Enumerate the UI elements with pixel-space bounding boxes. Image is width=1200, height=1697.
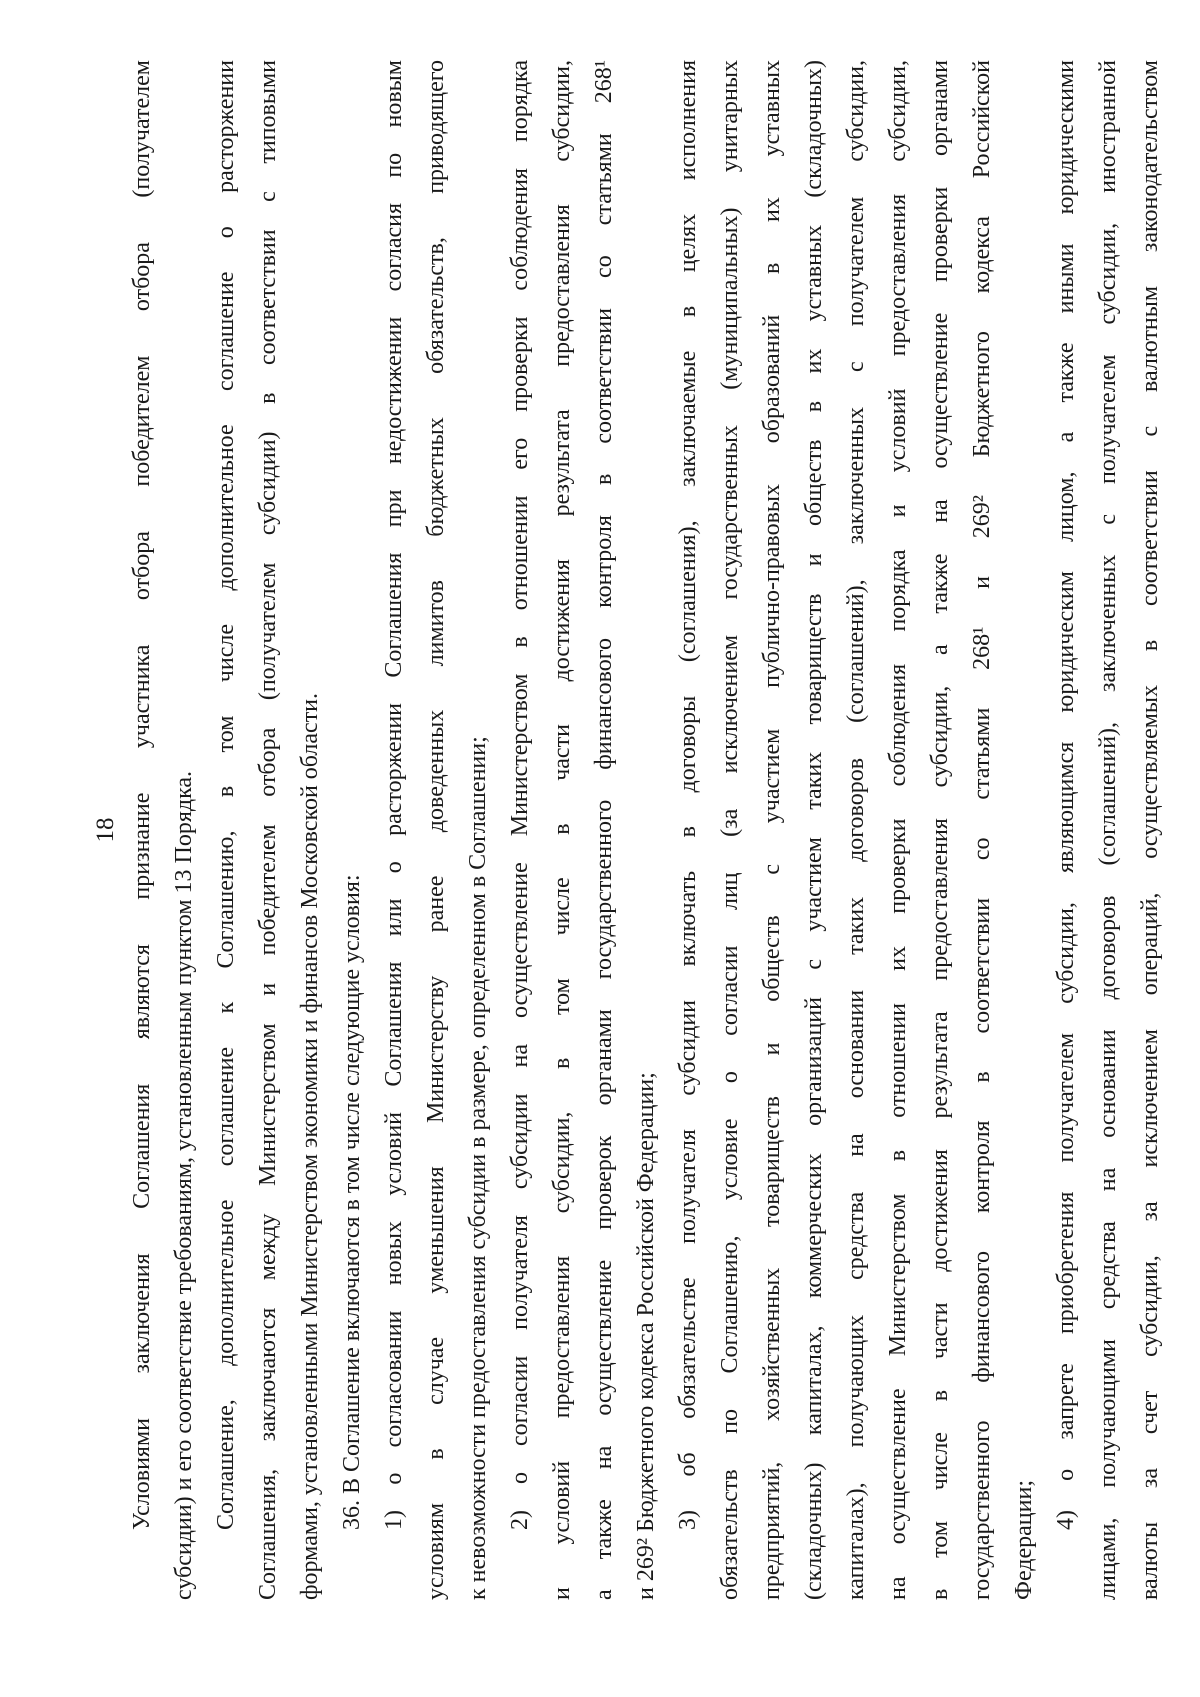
- text-line: Условиями заключения Соглашения являются признание участника отбора победителем отбора (получателем: [129, 60, 155, 1530]
- text-line: Федерации;: [1011, 1479, 1037, 1600]
- text-line: капиталах), получающих средства на основании таких договоров (соглашений), заключенных с получателем субсидии,: [843, 60, 869, 1600]
- body-text: [121, 60, 1171, 1600]
- text-line: и условий предоставления субсидии, в том числе в части достижения результата предоставления субсидии,: [549, 60, 575, 1600]
- text-line: на осуществление Министерством в отношении их проверки соблюдения порядка и условий предоставления субсидии,: [885, 60, 911, 1600]
- text-line: (складочных) капиталах, коммерческих организаций с участием таких товариществ и обществ в их уставных (складочных): [801, 60, 827, 1600]
- text-line: обязательств по Соглашению, условие о согласии лиц (за исключением государственных (муниципальных) унитарных: [717, 60, 743, 1600]
- text-line: 1) о согласовании новых условий Соглашения или о расторжении Соглашения при недостижении согласия по новым: [381, 60, 407, 1530]
- text-line: к невозможности предоставления субсидии в размере, определенном в Соглашении;: [465, 736, 491, 1600]
- text-line: субсидии) и его соответствие требованиям, установленным пунктом 13 Порядка.: [171, 770, 197, 1600]
- text-line: Соглашения, заключаются между Министерством и победителем отбора (получателем субсидии) в соответствии с типовыми: [255, 60, 281, 1600]
- text-line: предприятий, хозяйственных товариществ и обществ с участием публично-правовых образований в их уставных: [759, 60, 785, 1600]
- text-line: 2) о согласии получателя субсидии на осуществление Министерством в отношении его проверки соблюдения порядка: [507, 60, 533, 1530]
- page-number: 18: [92, 817, 119, 843]
- text-line: лицами, получающими средства на основании договоров (соглашений), заключенных с получателем субсидии, иностранной: [1095, 60, 1121, 1600]
- text-line: в том числе в части достижения результата предоставления субсидии, а также на осуществление проверки органами: [927, 60, 953, 1600]
- rotated-content: [92, 60, 1163, 1600]
- text-line: формами, установленными Министерством экономики и финансов Московской области.: [297, 692, 323, 1600]
- text-line: 3) об обязательстве получателя субсидии включать в договоры (соглашения), заключаемые в целях исполнения: [675, 60, 701, 1530]
- text-line: условиям в случае уменьшения Министерству ранее доведенных лимитов бюджетных обязательств, приводящего: [423, 60, 449, 1600]
- text-line: 4) о запрете приобретения получателем субсидии, являющимся юридическим лицом, а также иными юридическими: [1053, 60, 1079, 1530]
- text-line: и 269² Бюджетного кодекса Российской Федерации;: [633, 1072, 659, 1600]
- text-line: Соглашение, дополнительное соглашение к Соглашению, в том числе дополнительное соглашение о расторжении: [213, 60, 239, 1530]
- text-line: а также на осуществление проверок органами государственного финансового контроля в соответствии со статьями 268¹: [591, 60, 617, 1600]
- text-line: государственного финансового контроля в соответствии со статьями 268¹ и 269² Бюджетного кодекса Российской: [969, 60, 995, 1600]
- text-line: валюты за счет субсидии, за исключением операций, осуществляемых в соответствии с валютным законодательством: [1137, 60, 1163, 1600]
- text-line: 36. В Соглашение включаются в том числе следующие условия:: [339, 874, 365, 1530]
